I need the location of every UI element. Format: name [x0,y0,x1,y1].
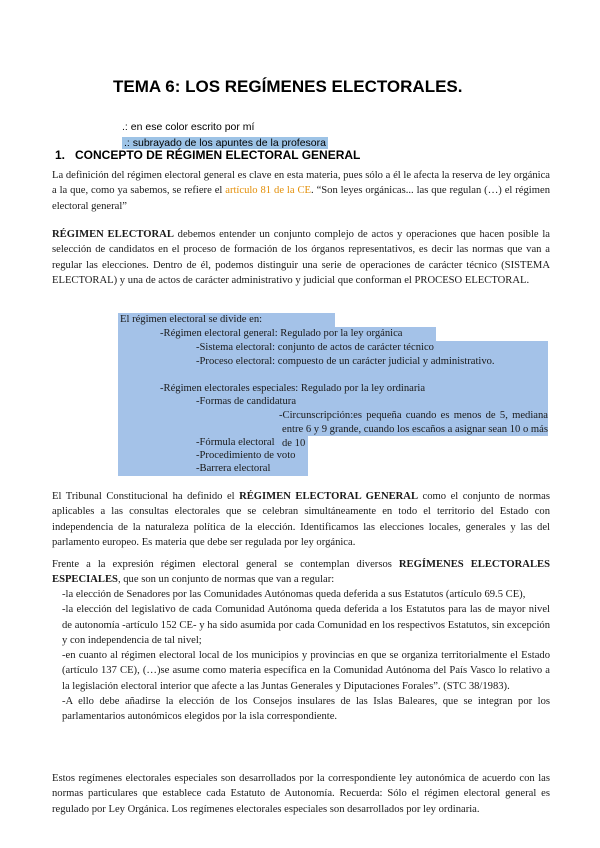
section-heading [55,148,360,162]
article-reference: artículo 81 de la CE [225,185,312,197]
section-title: CONCEPTO DE RÉGIMEN ELECTORAL GENERAL [75,148,361,162]
paragraph-regimen-electoral [52,227,550,288]
paragraph-text: , que son un conjunto de normas que van a regular: [117,574,335,586]
bold-term: REGÍMENES ELECTORALES ESPECIALES [52,559,550,586]
outline-intro: El régimen electoral se divide en: [120,314,263,325]
paragraph-text: El Tribunal Constitucional ha definido el [52,491,240,502]
outline-item-especiales: -Régimen electorales especiales: Regulado por la ley ordinaria [160,383,426,394]
paragraph-text: . “Son leyes orgánicas... las que regulan (…) el régimen electoral general” [52,185,550,212]
paragraph-definition [52,168,550,214]
paragraph-especiales [52,557,550,588]
outline-item-formas: -Formas de candidatura [196,396,297,407]
bold-term: RÉGIMEN ELECTORAL [52,229,174,240]
list-item: -A ello debe añadirse la elección de los Consejos insulares de las Islas Baleares, que se integran por los parlamentarios autonómicos elegidos por la isla correspondiente. [62,696,550,723]
list-item: -la elección del legislativo de cada Comunidad Autónoma queda deferida a los Estatutos para las de mayor nivel de autonomía -artículo 152 CE- y ha sido asumida por cada Comunidad en los respectivos Estatutos, sin excepción y con independencia de tal nivel; [62,604,550,646]
paragraph-conclusion: Estos regímenes electorales especiales son desarrollados por la correspondiente ley autonómica de acuerdo con las normas particulares que establece cada Estatuto de Autonomía. Recuerda: Sólo el régimen electoral general es regulado por Ley Orgánica. Los regímenes electorales especiales son desarrollados por ley ordinaria. [52,773,550,815]
section-number: 1. [55,148,66,162]
paragraph-tribunal [52,489,550,550]
outline-item-circunscripcion: -Circunscripción:es pequeña cuando es menos de 5, mediana entre 6 y 9 grande, cuando los escaños a asignar sean 10 o más de 10 [279,410,548,449]
legend-text: .: subrayado de los apuntes de la profesora [124,137,326,149]
paragraph-text: debemos entender un conjunto complejo de actos y operaciones que hacen posible la selección de candidatos en el proceso de formación de los órganos representativos, es decir las normas que van a regular las elecciones. Dentro de él, podemos distinguir una serie de operaciones de carácter técnico (SISTEMA ELECTORAL) y una de actos de carácter administrativo y judicial que conforman el PROCESO ELECTORAL. [52,229,550,286]
legend-note-own [122,119,254,135]
bold-term: RÉGIMEN ELECTORAL GENERAL [239,491,419,502]
list-item: -en cuanto al régimen electoral local de los municipios y provincias en que se organiza territorialmente el Estado (artículo 137 CE), (…)se asume como materia específica en la Comunidad Autónoma del País Vasco lo relativo a la legislación electoral interior que afecte a las Juntas Generales y Diputaciones Forales”. (STC 38/1983). [62,650,550,692]
legend-text: .: en ese color escrito por mí [122,121,255,133]
outline-item-general: -Régimen electoral general: Regulado por la ley orgánica [160,328,403,339]
outline-item-formula: -Fórmula electoral [196,437,275,448]
paragraph-text: Frente a la expresión régimen electoral general se contemplan diversos [52,559,399,570]
highlight [118,395,548,409]
paragraph-text: La definición del régimen electoral general es clave en esta materia, pues sólo a él le afecta la reserva de ley orgánica a la que, como ya sabemos, se refiere el [52,170,550,197]
outline-item-barrera: -Barrera electoral [196,463,271,474]
especiales-list [62,587,550,725]
page-title: TEMA 6: LOS REGÍMENES ELECTORALES. [113,77,463,96]
outline-item-proceso: -Proceso electoral: compuesto de un carácter judicial y administrativo. [196,356,495,367]
list-item: -la elección de Senadores por las Comunidades Autónomas queda deferida a sus Estatutos (artículo 69.5 CE), [62,589,526,600]
outline-item-sistema: -Sistema electoral: conjunto de actos de carácter técnico [196,342,434,353]
outline-item-procedimiento: -Procedimiento de voto [196,450,296,461]
paragraph-text: como el conjunto de normas aplicables a las consultas electorales que se celebran simultáneamente en todo el territorio del Estado con independencia de la naturaleza política de la elección. Identificamos las elecciones locales, generales y las del parlamento europeo. Es materia que debe ser regulada por ley orgánica. [52,491,550,548]
